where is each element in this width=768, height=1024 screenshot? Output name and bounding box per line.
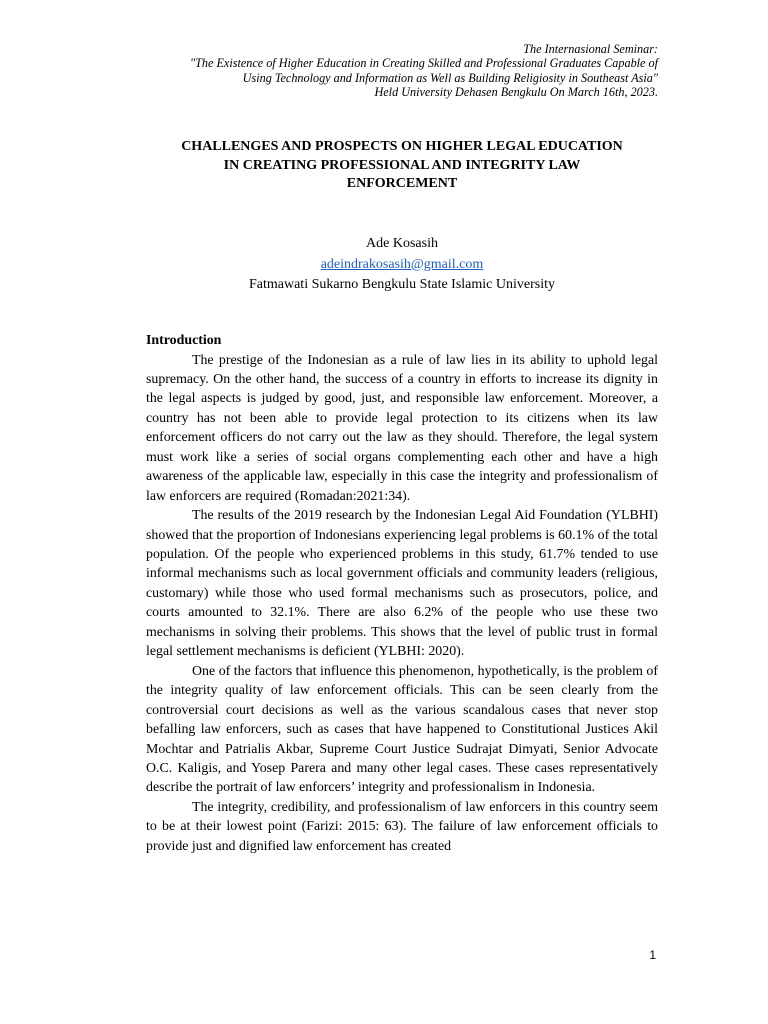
title-line: CHALLENGES AND PROSPECTS ON HIGHER LEGAL EDUCATION: [181, 139, 623, 154]
header-line: The Internasional Seminar:: [523, 42, 658, 56]
author-affiliation: Fatmawati Sukarno Bengkulu State Islamic University: [248, 277, 555, 292]
introduction-section: [146, 331, 658, 856]
header-line: "The Existence of Higher Education in Creating Skilled and Professional Graduates Capable of: [190, 56, 658, 71]
body-paragraph: One of the factors that influence this phenomenon, hypothetically, is the problem of the integrity quality of law enforcement officials. This can be seen clearly from the controversial court decisions as well as the various scandalous cases that never stop befalling law enforcers, such as cases that have happened to Constitutional Justices Akil Mochtar and Patrialis Akbar, Supreme Court Justice Sudrajat Dimyati, Senior Advocate O.C. Kaligis, and Yosep Parera and many other legal cases. These cases representatively describe the portrait of law enforcers’ integrity and professionalism in Indonesia.: [146, 663, 658, 796]
page-number: 1: [649, 948, 656, 962]
author-name: Ade Kosasih: [366, 236, 438, 251]
body-paragraph: The results of the 2019 research by the Indonesian Legal Aid Foundation (YLBHI) showed that the proportion of Indonesians experiencing legal problems is 60.1% of the total population. Of the people who experienced problems in this study, 61.7% tended to use informal mechanisms such as local government officials and community leaders (religious, customary) while those who used formal mechanisms such as prosecutors, police, and courts amounted to 32.1%. There are also 6.2% of the people who use these two mechanisms in solving their problems. This shows that the level of public trust in formal legal settlement mechanisms is deficient (YLBHI: 2020).: [146, 508, 658, 660]
header-line: Using Technology and Information as Well as Building Religiosity in Southeast Asia": [242, 70, 658, 85]
section-heading: Introduction: [146, 333, 222, 348]
paper-title: [130, 138, 674, 194]
author-block: [130, 234, 674, 296]
running-header: [98, 42, 658, 100]
header-line: Held University Dehasen Bengkulu On March 16th, 2023.: [374, 85, 658, 100]
title-line: ENFORCEMENT: [346, 176, 458, 191]
body-paragraph: The prestige of the Indonesian as a rule of law lies in its ability to uphold legal supremacy. On the other hand, the success of a country in efforts to increase its dignity in the legal aspects is judged by good, just, and responsible law enforcement. Moreover, a country has not been able to provide legal protection to its citizens when its law enforcement officers do not carry out the law as they should. Therefore, the legal system must work like a series of social organs complementing each other and have a high awareness of the applicable law, especially in this case the integrity and professionalism of law enforcers are required (Romadan:2021:34).: [146, 352, 658, 504]
body-paragraph: The integrity, credibility, and professionalism of law enforcers in this country seem to be at their lowest point (Farizi: 2015: 63). The failure of law enforcement officials to provide just and dignified law enforcement has created: [146, 799, 658, 854]
author-email-link[interactable]: adeindrakosasih@gmail.com: [320, 256, 484, 272]
title-line: IN CREATING PROFESSIONAL AND INTEGRITY LAW: [223, 157, 581, 173]
